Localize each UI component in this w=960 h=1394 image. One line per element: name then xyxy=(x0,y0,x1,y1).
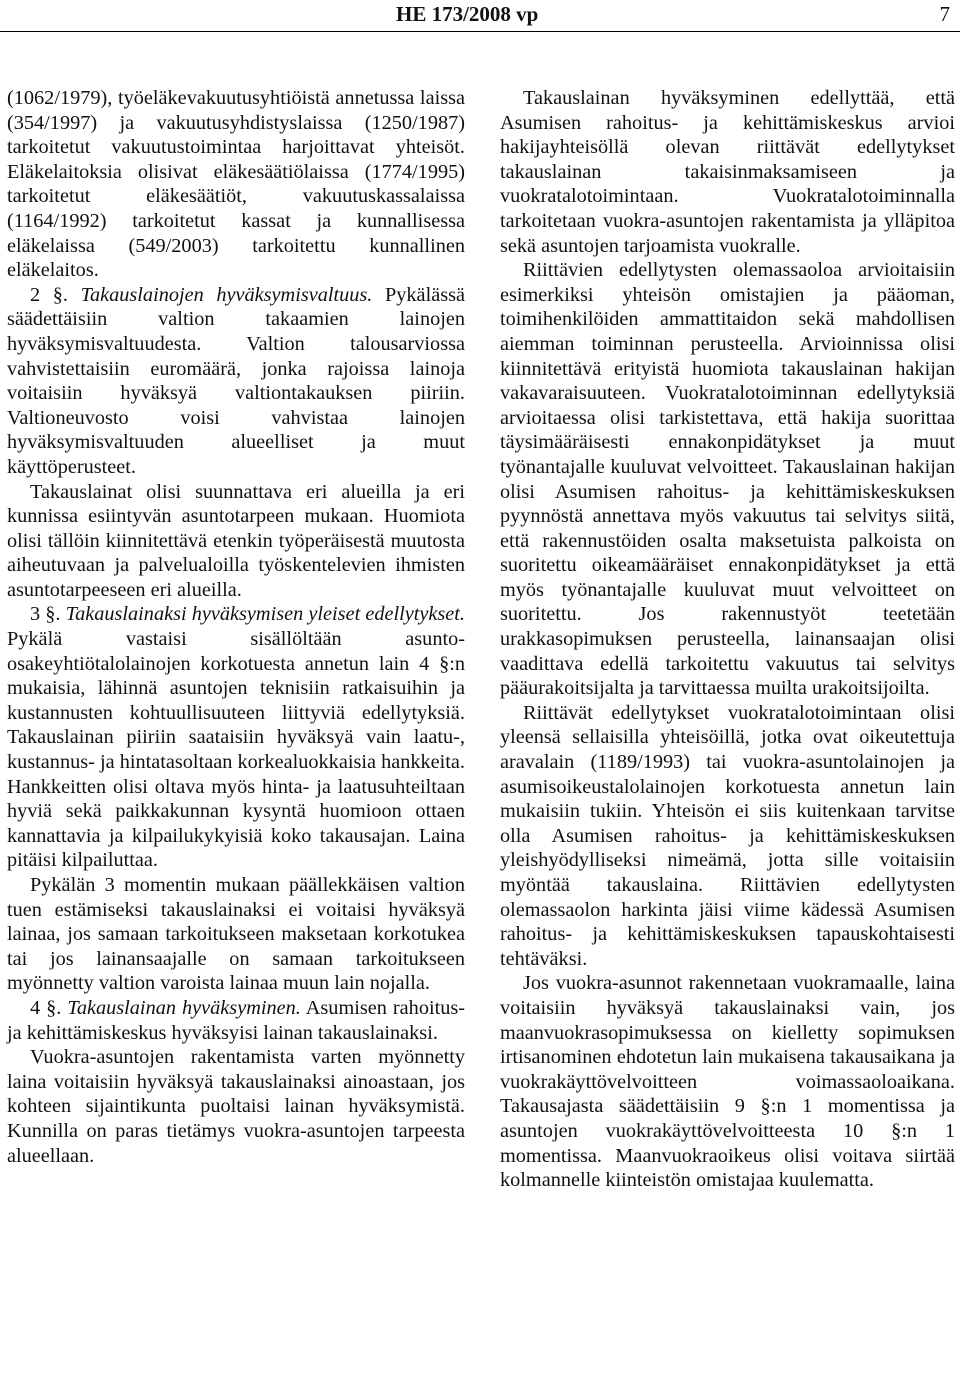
section-text: Pykälä vastaisi sisällöltään asunto-osakeyhtiötalolainojen korkotuesta annetun lain 4 §:n mukaisia, lähinnä asuntojen teknisiin ratkaisuihin ja kustannusten kohtuullisuuteen liittyviä edellytyksiä. Takauslainan piiriin saataisiin hyväksyä vain laatu-, kustannus- ja hintatasoltaan korkealuokkaisia hankkeita. Hankkeitten olisi oltava myös hinta- ja laatusuhteiltaan hyviä sekä paikkakunnan kysyntä huomioon ottaen kannattavia ja kilpailukykyisiä koko takausajan. Laina pitäisi kilpailuttaa. xyxy=(7,628,465,872)
page-number: 7 xyxy=(939,2,950,26)
paragraph: (1062/1979), työeläkevakuutusyhtiöistä annetussa laissa (354/1997) ja vakuutusyhdistyslaissa (1250/1987) tarkoitetut vakuutustoimintaa harjoittavat yhteisöt. Eläkelaitoksia olisivat eläkesäätiölaissa (1774/1995) tarkoitetut eläkesäätiöt, vakuutuskassalaissa (1164/1992) tarkoitetut kassat ja kunnallisessa eläkelaissa (549/2003) tarkoitettu kunnallinen eläkelaitos. xyxy=(7,87,465,282)
section-number: 4 §. xyxy=(30,996,62,1019)
section-title: Takauslainan hyväksyminen. xyxy=(67,996,301,1019)
header-divider xyxy=(0,31,960,32)
document-code: HE 173/2008 vp xyxy=(396,2,539,26)
paragraph: Vuokra-asuntojen rakentamista varten myönnetty laina voitaisiin hyväksyä takauslainaksi ainoastaan, jos kohteen sijaintikunta puoltaisi lainan hyväksymistä. Kunnilla on paras tietämys vuokra-asuntojen tarpeesta alueellaan. xyxy=(7,1046,465,1167)
section-number: 3 §. xyxy=(30,603,61,626)
section-4 xyxy=(7,996,465,1045)
paragraph: Takauslainat olisi suunnattava eri alueilla ja eri kunnissa esiintyvän asuntotarpeen mukaan. Huomiota olisi tällöin kiinnitettävä etenkin työperäisestä muutosta aiheutuvaan ja palvelualoilla työskentelevien ihmisten asuntotarpeeseen eri alueilla. xyxy=(7,480,465,601)
paragraph: Pykälän 3 momentin mukaan päällekkäisen valtion tuen estämiseksi takauslainaksi ei voitaisi hyväksyä lainaa, jos samaan tarkoitukseen maksetaan korkotukea tai jos lainansaajalle on samaan tarkoitukseen myönnetty valtion varoista lainaa muun lain nojalla. xyxy=(7,874,465,995)
paragraph: Riittävät edellytykset vuokratalotoimintaan olisi yleensä sellaisilla yhteisöillä, jotka ovat oikeutettuja aravalain (1189/1993) tai vuokra-asuntolainojen ja asumisoikeustalolainojen korkotuesta annetun lain mukaisiin tukiin. Yhteisön ei siis kuitenkaan tarvitse olla Asumisen rahoitus- ja kehittämiskeskuksen yleishyödylliseksi nimeämä, jotta sille voitaisiin myöntää takauslaina. Riittävien edellytysten olemassaolon harkinta jäisi viime kädessä Asumisen rahoitus- ja kehittämiskeskuksen tapauskohtaisesti tehtäväksi. xyxy=(500,701,955,970)
paragraph: Jos vuokra-asunnot rakennetaan vuokramaalle, laina voitaisiin hyväksyä takauslainaksi vain, jos maanvuokrasopimuksessa on kielletty sopimuksen irtisanominen ehdotetun lain mukaisena takausaikana ja vuokrakäyttövelvoitteen voimassaoloaikana. Takausajasta säädettäisiin 9 §:n 1 momentissa ja asuntojen vuokrakäyttövelvoitteesta 10 §:n 1 momentissa. Maanvuokraoikeus olisi voitava siirtää kolmannelle kiinteistön omistajaa kuulematta. xyxy=(500,972,955,1192)
section-text: Asumisen rahoitus- ja kehittämiskeskus hyväksyisi lainan takauslainaksi. xyxy=(7,996,466,1044)
section-title: Takauslainaksi hyväksymisen yleiset edellytykset. xyxy=(65,603,465,626)
section-number: 2 §. xyxy=(30,283,68,306)
paragraph: Takauslainan hyväksyminen edellyttää, että Asumisen rahoitus- ja kehittämiskeskus arvioi hakijayhteisöllä olevan riittävät edellytykset takauslainan takaisinmaksamiseen ja vuokratalotoimintaan. Vuokratalotoiminnalla tarkoitetaan vuokra-asuntojen rakentamista ja ylläpitoa sekä asuntojen tarjoamista vuokralle. xyxy=(500,87,955,257)
paragraph: Riittävien edellytysten olemassaoloa arvioitaisiin esimerkiksi yhteisön omistajien ja pääoman, toimihenkilöiden ammattitaidon sekä mahdollisen aiemman toiminnan perusteella. Arvioinnissa olisi kiinnitettävä erityistä huomiota takauslainan hakijan vakavaraisuuteen. Vuokratalotoiminnan edellytyksiä arvioitaessa olisi tarkistettava, että hakija suorittaa täysimääräisesti ennakonpidätykset ja muut työnantajalle kuuluvat velvoitteet. Takauslainan hakijan olisi Asumisen rahoitus- ja kehittämiskeskuksen pyynnöstä annettava myös vakuutus tai selvitys siitä, että rakennustöiden osalta maksetuista palkoista on suoritettu oikeamääräiset ennakonpidätykset ja että myös työnantajalle kuuluvat muut velvoitteet on suoritettu. Jos rakennustyöt teetetään urakkasopimuksen perusteella, lainansaajan olisi vaadittava edellä tarkoitettu vakuutus tai selvitys pääurakoitsijalta ja tarvittaessa muilta urakoitsijoilta. xyxy=(500,259,955,700)
left-column xyxy=(7,86,465,1168)
section-3 xyxy=(7,602,465,873)
section-text: Pykälässä säädettäisiin valtion takaamien lainojen hyväksymisvaltuudesta. Valtion talousarviossa vahvistettaisiin euromäärä, jonka rajoissa lainoja voitaisiin hyväksyä valtiontakauksen piiriin. Valtioneuvosto voisi vahvistaa lainojen hyväksymisvaltuuden alueelliset ja muut käyttöperusteet. xyxy=(7,283,465,478)
section-2 xyxy=(7,283,465,480)
section-title: Takauslainojen hyväksymisvaltuus. xyxy=(80,283,373,306)
right-column xyxy=(500,86,955,1193)
page-header xyxy=(0,0,960,30)
